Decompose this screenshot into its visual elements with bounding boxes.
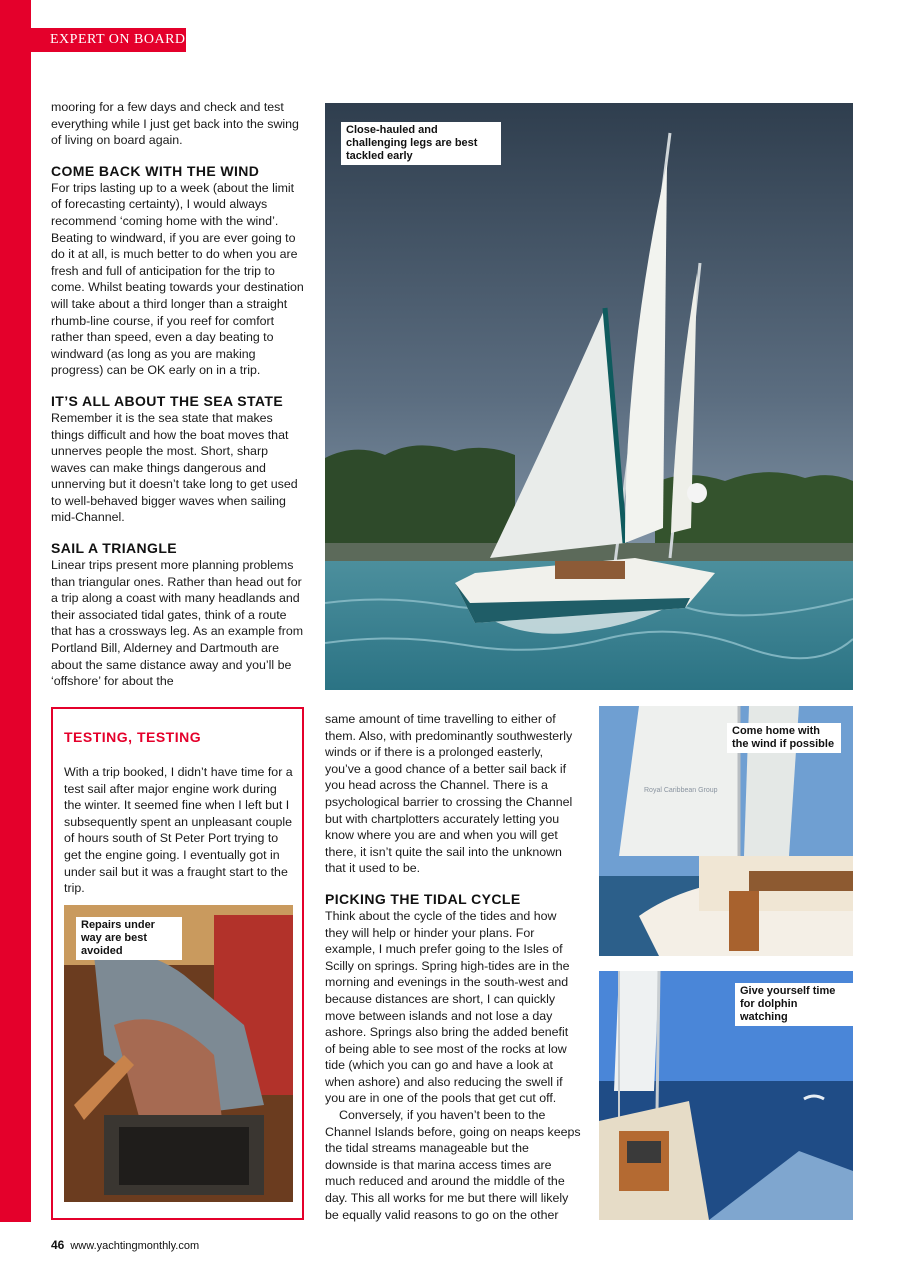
heading-tidal-cycle: PICKING THE TIDAL CYCLE: [325, 890, 521, 907]
heading-come-back-with-the-wind: COME BACK WITH THE WIND: [51, 162, 260, 179]
yacht-illustration: [325, 103, 853, 690]
photo2-caption: Come home with the wind if possible: [727, 723, 841, 753]
footer-url[interactable]: www.yachtingmonthly.com: [70, 1240, 200, 1252]
boxout-heading: TESTING, TESTING: [64, 729, 202, 745]
paragraph-neaps: Conversely, if you haven’t been to the Channel Islands before, going on neaps keeps the tidal streams manageable but the downside is that marina access times are much reduced and around the middle of the day. This all works for me but there will likely be equally valid reasons to go on the other: [325, 1108, 581, 1222]
section-tab: EXPERT ON BOARD: [0, 28, 186, 52]
repairs-photo: [64, 905, 293, 1202]
page-number: 46: [51, 1238, 65, 1252]
paragraph-crossways: same amount of time travelling to either of them. Also, with predominantly southwesterly winds or if there is a prolonged easterly, you’ve a good chance of a better sail back if you head across the Channel. There is a psychological barrier to crossing the Channel but with chartplotters accurately letting you know where you are and when you will get there, it isn’t quite the sail into the unknown that it used to be.: [325, 712, 573, 876]
photo-dolphin-watching: [599, 971, 853, 1220]
column-middle: [325, 711, 581, 1223]
sail-branding-text: Royal Caribbean Group: [644, 787, 718, 794]
boxout-text: With a trip booked, I didn’t have time for a test sail after major engine work during the winter. It seemed fine when I left but I subsequently spent an unpleasant couple of hours south of St Peter Port trying to get the engine going. I eventually got in under sail but it was a fraught start to the trip.: [64, 765, 293, 896]
paragraph-tidal-cycle: Think about the cycle of the tides and how they will help or hinder your plans. For example, I much prefer going to the Isles of Scilly on springs. Spring high-tides are in the morning and evenings in the south-west and because distances are short, I can quickly move between islands and not lose a day ashore. Springs also bring the added benefit of being able to see most of the rocks at low tide (which you can go and have a look at when ashore) and also reducing the swell if you are in one of the pools that get cut off.: [325, 908, 570, 1106]
paragraph-come-back: For trips lasting up to a week (about the limit of forecasting certainty), I would always recommend ‘coming home with the wind’. Beating to windward, if you are ever going to do it at all, is much better to do when you are fresh and full of anticipation for the trip to come. Whilst beating towards your destination will take about a third longer than a straight rhumb-line course, if you reef for comfort rather than speed, even a day beating to windward (as long as you are making progress) can be OK early on in a trip.: [51, 180, 304, 378]
repairs-photo-caption: Repairs under way are best avoided: [76, 917, 182, 960]
boxout-testing-testing: [51, 707, 304, 1220]
heading-sea-state: IT’S ALL ABOUT THE SEA STATE: [51, 392, 284, 409]
photo-come-home-with-wind: [599, 706, 853, 956]
photo3-caption: Give yourself time for dolphin watching: [735, 983, 853, 1026]
main-photo-caption: Close-hauled and challenging legs are best tackled early: [341, 122, 501, 165]
red-edge-bar: [0, 0, 31, 1222]
column-left: [51, 99, 305, 690]
intro-paragraph: mooring for a few days and check and test everything while I just get back into the swing of living on board again.: [51, 100, 299, 148]
paragraph-sail-a-triangle: Linear trips present more planning problems than triangular ones. Rather than head out for a trip along a coast with many headlands and their associated tidal gates, think of a route that has a crossways leg. As an example from Portland Bill, Alderney and Dartmouth are about the same distance away and you’ll be ‘offshore’ for about the: [51, 558, 304, 689]
page-footer: [51, 1238, 199, 1252]
paragraph-sea-state: Remember it is the sea state that makes things difficult and how the boat moves that unnerves people the most. Short, sharp waves can make things dangerous and unnerving but it doesn’t take long to get used to well-behaved bigger waves when sailing mid-Channel.: [51, 410, 298, 525]
heading-sail-a-triangle: SAIL A TRIANGLE: [51, 540, 178, 557]
main-photo-yacht-close-hauled: [325, 103, 853, 690]
